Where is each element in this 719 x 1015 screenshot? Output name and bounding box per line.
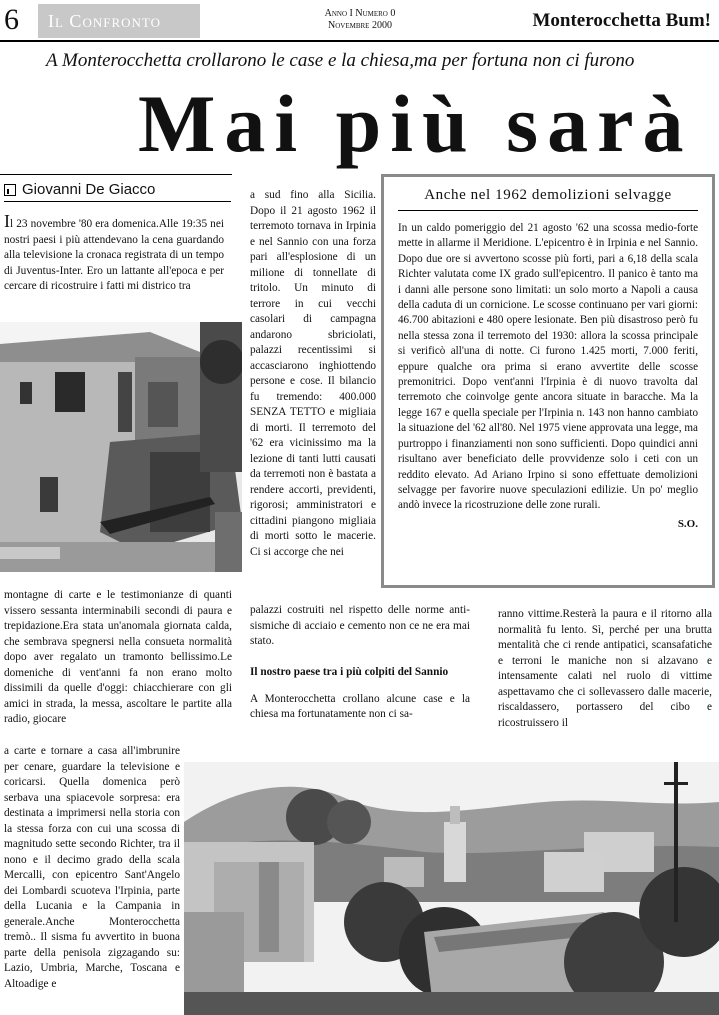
issue-info	[300, 8, 420, 32]
col2-after-subhead-text: A Monterocchetta crollano alcune case e la chiesa ma fortunatamente non ci sa-	[250, 692, 470, 720]
col3-text: ranno vittime.Resterà la paura e il ritorno alla normalità fu lento. Sì, perché per una brutta mentalità che ci rende antipatici, scansafatiche e terroni le maniche non si alzavano e intensamente calati nel ruolo di vittime aspettavamo che ci sollevassero dalle macerie, riscaldassero, portassero del cibo e ricostruissero il	[498, 608, 712, 729]
sidebar-signature: S.O.	[677, 517, 698, 530]
author-byline	[4, 180, 155, 200]
author-icon	[4, 184, 16, 196]
author-bottom-rule	[4, 201, 231, 202]
header-rule	[0, 40, 719, 42]
sidebar-title: Anche nel 1962 demolizioni selvagge	[398, 187, 698, 211]
kicker: A Monterocchetta crollarono le case e la chiesa,ma per fortuna non ci furono	[46, 50, 635, 71]
article-col1-narrow	[4, 744, 180, 992]
article-col1-top	[4, 211, 224, 295]
col1-bottom-text: montagne di carte e le testimonianze di quanti vissero sessanta interminabili secondi di paura e trepidazione.Era stata un'anomala giornata calda, che sembrava spegnersi nella consueta normalità dopo aver regalato un tramonto bellissimo.Le domeniche di vent'anni fa non erano molto dissimili da quelle d'oggi: chiacchierare con gli amici in strada, la messa, ascoltare le partite alla radio, giocare	[4, 589, 232, 725]
author-top-rule	[0, 174, 232, 175]
article-col1-bottom	[4, 588, 232, 728]
author-name: Giovanni De Giacco	[22, 181, 156, 198]
col2-bottom-text: palazzi costruiti nel rispetto delle norme anti-sismiche di acciaio e cemento non ce ne era mai stato.	[250, 604, 470, 647]
issue-date: Novembre 2000	[328, 20, 392, 31]
issue-number: Anno I Numero 0	[324, 8, 396, 19]
sidebar-body: In un caldo pomeriggio del 21 agosto '62 una scossa medio-forte mette in allarme il Meridione. L'epicentro è in Irpinia e nel Sannio. Dopo due ore si avvertono scosse più forti, pari a 6,18 della scala Richter valutata come IX grado sull'epicentro. Il panico è tanto ma i danni alle persone sono limitati: un solo morto a Napoli a causa della caduta di un cornicione. Le scosse continuano per vari giorni: 46.700 abitazioni e 480 opere lesionate. Ben più disastroso però fu nella stessa zona il terremoto del 1930: allora la scossa principale si verificò all'una di notte. Ci furono 1.425 morti, 7.000 feriti, eppure qualche ora prima si erano avvertite delle scosse premonitrici. Dopo vent'anni l'Irpinia è di nuovo travolta dal terremoto che coinvolge gente ancora situate in baracche. Ma la legge 167 e quella speciale per l'Irpinia n. 143 non hanno cambiato la situazione del '62 all'80. Nel 1975 viene approvata una legge, ma purtroppo i finanziamenti non sono sufficienti. Dopo quindici anni risultano aver beneficiato delle provvidenze solo i ceti con un reddito elevato. Ad Ariano Irpino si sono effettuate demolizioni selvagge per favorire nuove speculazioni edilizie. Un po' meglio andò invece la ricostruzione delle zone rurali.	[398, 222, 698, 512]
article-col2-bottom	[250, 603, 470, 723]
masthead: Monterocchetta Bum!	[532, 10, 711, 31]
col1-narrow-text: a carte e tornare a casa all'imbrunire per cenare, guardare la televisione e coricarsi. Quella domenica però serbava una spiacevole sorpresa: era destinata a imprimersi nella storia con la stessa forza con cui una scossa di magnitudo sette secondo Richter, tra il nono e il decimo grado della scala Mercalli, con epicentro Sant'Angelo dei Lombardi scuoteva l'Irpinia, parte della Lucania e la Campania in generale.Anche Monterocchetta tremò.. Il sisma fu avvertito in buona parte della penisola zigzagando su: Lazio, Umbria, Marche, Toscana e Altoadige e	[4, 745, 180, 990]
photo-village-panorama	[184, 762, 719, 1015]
article-col3	[498, 607, 712, 731]
page-number: 6	[4, 3, 19, 36]
col1-top-text: l 23 novembre '80 era domenica.Alle 19:35 nei nostri paesi i più attendevano la cena guardando alla televisione la cronaca registrata di un tempo di Juventus-Inter. Ero un lattante all'epoca e per cercare di ricostruire i fatti mi districo tra	[4, 218, 224, 292]
headline: Mai più sarà	[138, 78, 693, 169]
dropcap: I	[4, 211, 10, 231]
sidebar-box	[381, 174, 715, 588]
col2-top-text: a sud fino alla Sicilia. Dopo il 21 agosto 1962 il terremoto tornava in Irpinia e nel Sannio con una forza pari all'esplosione di un milione di tonnellate di tritolo. Un minuto di terrore in cui vecchi casolari di campagna andarono sbriciolati, palazzi recentissimi si accasciarono inghiottendo persone e cose. Il bilancio fu tremendo: 400.000 SENZA TETTO e migliaia di morti. Il terremoto del '62 era vicinissimo ma la lezione di tanti lutti causati da terremoti non è bastata a rendere accorti, previdenti, rigorosi; amministratori e cittadini piangono migliaia di morti sotto le macerie. Ci si accorge che nei	[250, 189, 376, 558]
section-title: Il Confronto	[38, 4, 200, 38]
photo-collapsed-houses	[0, 322, 242, 572]
article-col2-top	[250, 188, 376, 560]
subheading: Il nostro paese tra i più colpiti del Sannio	[250, 665, 449, 678]
